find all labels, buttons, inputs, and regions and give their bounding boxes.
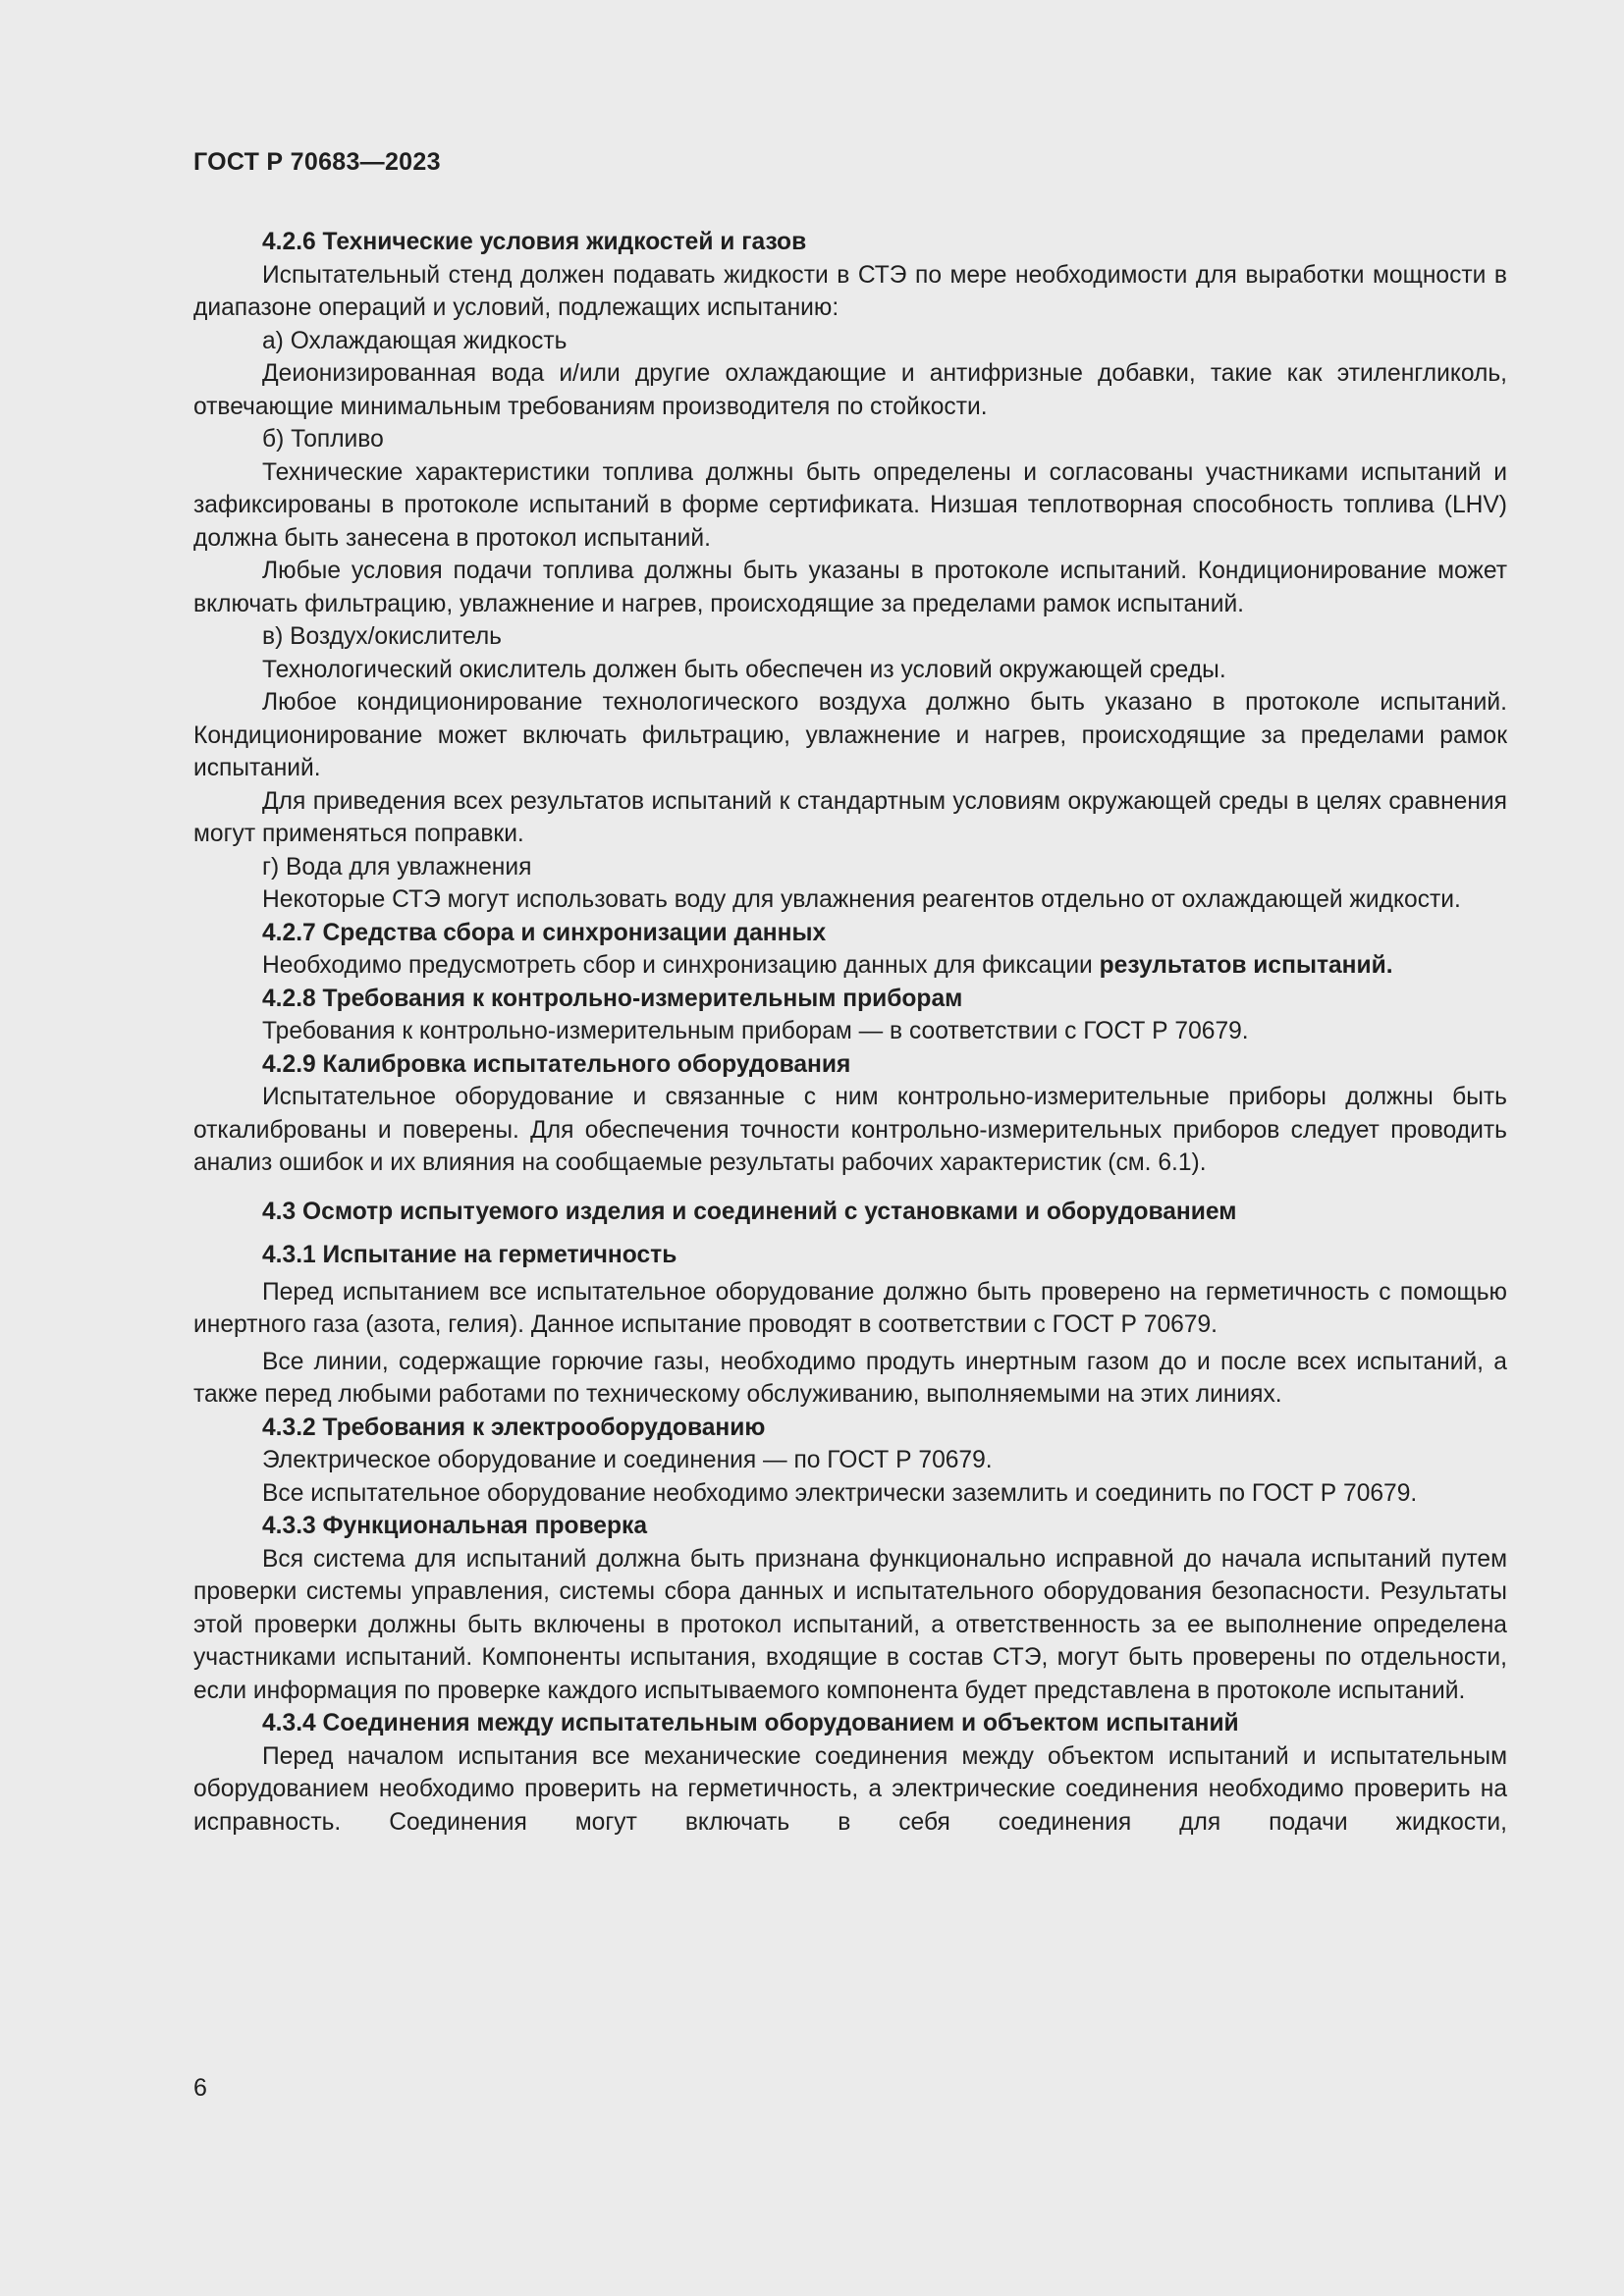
list-item-v-label: в) Воздух/окислитель — [262, 623, 502, 650]
section-4-2-8-heading: 4.2.8 Требования к контрольно-измерительным приборам — [262, 985, 963, 1012]
document-body — [193, 226, 1507, 1839]
section-4-3-2-paragraph-1: Электрическое оборудование и соединения — по ГОСТ Р 70679. — [262, 1447, 993, 1473]
list-item-v-text-3: Для приведения всех результатов испытаний к стандартным условиям окружающей среды в целях сравнения могут применяться поправки. — [193, 787, 1507, 847]
section-4-2-6-heading: 4.2.6 Технические условия жидкостей и газов — [262, 229, 807, 255]
section-4-2-7-text — [193, 949, 1507, 983]
section-4-2-9-heading: 4.2.9 Калибровка испытательного оборудования — [262, 1050, 851, 1078]
list-item-v-text-1: Технологический окислитель должен быть обеспечен из условий окружающей среды. — [262, 656, 1226, 683]
list-item-b-text-2: Любые условия подачи топлива должны быть указаны в протоколе испытаний. Кондиционирование может включать фильтрацию, увлажнение и нагрев, происходящие за пределами рамок испытаний. — [193, 558, 1507, 617]
section-4-3-heading: 4.3 Осмотр испытуемого изделия и соединений с установками и оборудованием — [262, 1198, 1237, 1225]
section-4-3-3-heading: 4.3.3 Функциональная проверка — [262, 1513, 647, 1539]
list-item-b-label: б) Топливо — [262, 426, 384, 453]
section-4-3-4-heading: 4.3.4 Соединения между испытательным оборудованием и объектом испытаний — [262, 1710, 1239, 1736]
list-item-v-text-2: Любое кондиционирование технологического воздуха должно быть указано в протоколе испытаний. Кондиционирование может включать фильтрацию, увлажнение и нагрев, происходящие за пределами рамок испытаний. — [193, 689, 1507, 781]
list-item-b-text-1: Технические характеристики топлива должны быть определены и согласованы участниками испытаний и зафиксированы в протоколе испытаний в форме сертификата. Низшая теплотворная способность топлива (LHV) должна быть занесена в протокол испытаний. — [193, 458, 1507, 552]
section-4-3-3-paragraph: Вся система для испытаний должна быть признана функционально исправной до начала испытаний путем проверки системы управления, системы сбора данных и испытательного оборудования безопасности. Результаты этой проверки должны быть включены в протокол испытаний, а ответственность за ее выполнение определена участниками испытаний. Компоненты испытания, входящие в состав СТЭ, могут быть проверены по отдельности, если информация по проверке каждого испытываемого компонента будет представлена в протоколе испытаний. — [193, 1545, 1507, 1704]
section-4-2-8-text: Требования к контрольно-измерительным приборам — в соответствии с ГОСТ Р 70679. — [262, 1018, 1249, 1044]
list-item-a-text: Деионизированная вода и/или другие охлаждающие и антифризные добавки, такие как этиленгликоль, отвечающие минимальным требованиям производителя по стойкости. — [193, 360, 1507, 420]
list-item-g-text: Некоторые СТЭ могут использовать воду для увлажнения реагентов отдельно от охлаждающей жидкости. — [262, 886, 1461, 913]
list-item-g-label: г) Вода для увлажнения — [262, 853, 532, 881]
section-4-2-9-text: Испытательное оборудование и связанные с ним контрольно-измерительные приборы должны быть откалиброваны и поверены. Для обеспечения точности контрольно-измерительных приборов следует проводить анализ ошибок и их влияния на сообщаемые результаты рабочих характеристик (см. 6.1). — [193, 1084, 1507, 1176]
section-4-3-1-paragraph-2: Все линии, содержащие горючие газы, необходимо продуть инертным газом до и после всех испытаний, а также перед любыми работами по техническому обслуживанию, выполняемыми на этих линиях. — [193, 1348, 1507, 1408]
section-4-3-2-heading: 4.3.2 Требования к электрооборудованию — [262, 1414, 766, 1441]
document-header: ГОСТ Р 70683—2023 — [193, 148, 441, 176]
section-4-3-1-paragraph-1: Перед испытанием все испытательное оборудование должно быть проверено на герметичность с помощью инертного газа (азота, гелия). Данное испытание проводят в соответствии с ГОСТ Р 70679. — [193, 1278, 1507, 1338]
section-4-2-6-intro: Испытательный стенд должен подавать жидкости в СТЭ по мере необходимости для выработки мощности в диапазоне операций и условий, подлежащих испытанию: — [193, 261, 1507, 321]
list-item-a-label: а) Охлаждающая жидкость — [262, 327, 568, 354]
section-4-3-4-paragraph: Перед началом испытания все механические соединения между объектом испытаний и испытательным оборудованием необходимо проверить на герметичность, а электрические соединения необходимо проверить на исправность. Соединения могут включать в себя соединения для подачи жидкости, — [193, 1742, 1507, 1836]
section-4-3-1-heading: 4.3.1 Испытание на герметичность — [262, 1242, 677, 1268]
section-4-2-7-heading: 4.2.7 Средства сбора и синхронизации данных — [262, 919, 827, 946]
page-number: 6 — [193, 2074, 207, 2102]
section-4-2-7-text-regular: Необходимо предусмотреть сбор и синхронизацию данных для фиксации — [262, 952, 1100, 979]
section-4-2-7-text-bold: результатов испытаний. — [1099, 952, 1393, 979]
section-4-3-2-paragraph-2: Все испытательное оборудование необходимо электрически заземлить и соединить по ГОСТ Р 70679. — [262, 1479, 1418, 1507]
